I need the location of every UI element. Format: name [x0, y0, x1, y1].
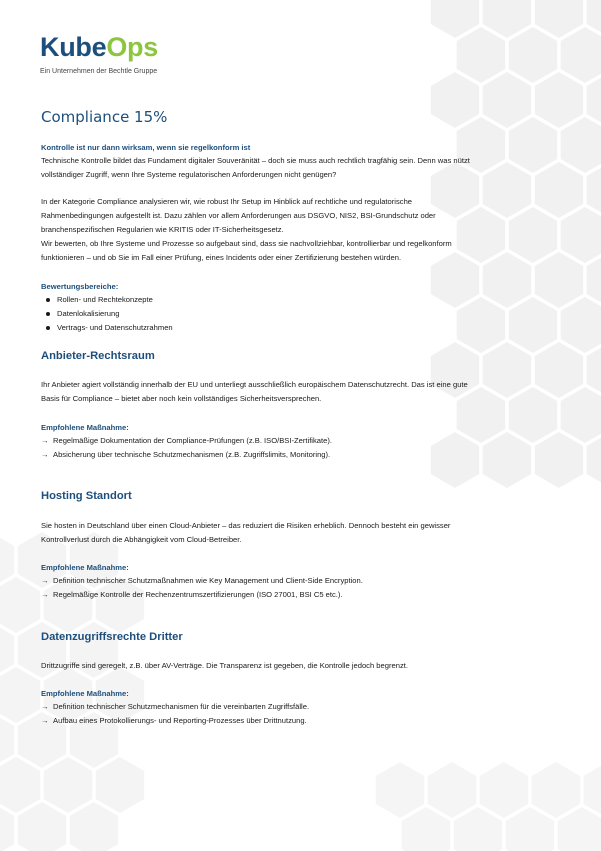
measures-label: Empfohlene Maßnahme:: [41, 689, 129, 698]
areas-list: [41, 293, 173, 335]
intro-paragraph-1: [41, 154, 571, 182]
section-heading-hosting-location: Hosting Standort: [41, 490, 132, 502]
kubeops-logo: [40, 32, 158, 75]
measure-text: Regelmäßige Dokumentation der Compliance-Prüfungen (z.B. ISO/BSI-Zertifikate).: [53, 436, 332, 445]
text-line: Rahmenbedingungen aufgestellt ist. Dazu zählen vor allem Anforderungen aus DSGVO, NIS2, BSI-Grundschutz oder: [41, 211, 436, 220]
list-item: Vertrags- und Datenschutzrahmen: [41, 321, 173, 335]
logo-wordmark: [40, 32, 158, 62]
measures-list: [41, 700, 571, 728]
list-item: [41, 588, 571, 602]
list-item: [41, 714, 571, 728]
measure-text: Regelmäßige Kontrolle der Rechenzentrumszertifizierungen (ISO 27001, BSI C5 etc.).: [53, 590, 343, 599]
measure-text: Absicherung über technische Schutzmechanismen (z.B. Zugriffslimits, Monitoring).: [53, 450, 331, 459]
text-line: Sie hosten in Deutschland über einen Cloud-Anbieter – das reduziert die Risiken erheblich. Dennoch besteht ein gewisser: [41, 521, 451, 530]
text-line: funktionieren – und ob Sie im Fall einer Prüfung, eines Incidents oder einer Zertifizierung bestehen würden.: [41, 253, 402, 262]
list-item: Datenlokalisierung: [41, 307, 173, 321]
list-item: Rollen- und Rechtekonzepte: [41, 293, 173, 307]
text-line: Basis für Compliance – bietet aber noch kein vollständiges Sicherheitsversprechen.: [41, 394, 322, 403]
section-body: [41, 378, 571, 406]
section-body: [41, 659, 571, 673]
list-item: [41, 574, 571, 588]
section-body: [41, 519, 571, 547]
arrow-right-icon: →: [41, 702, 49, 711]
section-heading-third-party-access: Datenzugriffsrechte Dritter: [41, 631, 183, 643]
arrow-right-icon: →: [41, 450, 49, 459]
text-line: Technische Kontrolle bildet das Fundament digitaler Souveränität – doch sie muss auch rechtlich tragfähig sein. Denn was nützt: [41, 156, 470, 165]
logo-part-ops: Ops: [106, 32, 158, 62]
logo-part-kube: Kube: [40, 32, 107, 62]
arrow-right-icon: →: [41, 590, 49, 599]
list-item: [41, 434, 571, 448]
list-item: [41, 700, 571, 714]
areas-label: Bewertungsbereiche:: [41, 282, 119, 291]
arrow-right-icon: →: [41, 716, 49, 725]
text-line: vollständiger Zugriff, wenn Ihre Systeme regulatorischen Anforderungen nicht genügen?: [41, 170, 337, 179]
arrow-right-icon: →: [41, 436, 49, 445]
text-line: In der Kategorie Compliance analysieren wir, wie robust Ihr Setup im Hinblick auf rechtliche und regulatorische: [41, 197, 413, 206]
arrow-right-icon: →: [41, 576, 49, 585]
measures-label: Empfohlene Maßnahme:: [41, 563, 129, 572]
list-item: [41, 448, 571, 462]
text-line: Wir bewerten, ob Ihre Systeme und Prozesse so aufgebaut sind, dass sie nachvollziehbar, kontrollierbar und regelkonform: [41, 239, 452, 248]
text-line: Drittzugriffe sind geregelt, z.B. über AV-Verträge. Die Transparenz ist gegeben, die Kontrolle jedoch begrenzt.: [41, 661, 408, 670]
text-line: Ihr Anbieter agiert vollständig innerhalb der EU und unterliegt ausschließlich europäischem Datenschutzrecht. Das ist eine gute: [41, 380, 468, 389]
measures-list: [41, 434, 571, 462]
measures-label: Empfohlene Maßnahme:: [41, 423, 129, 432]
text-line: branchenspezifischen Regularien wie KRITIS oder IT-Sicherheitsgesetz.: [41, 225, 284, 234]
measure-text: Definition technischer Schutzmechanismen für die vereinbarten Zugriffsfälle.: [53, 702, 310, 711]
measure-text: Definition technischer Schutzmaßnahmen wie Key Management und Client-Side Encryption.: [53, 576, 363, 585]
section-heading-provider-jurisdiction: Anbieter-Rechtsraum: [41, 350, 155, 362]
measure-text: Aufbau eines Protokollierungs- und Reporting-Prozesses über Drittnutzung.: [53, 716, 307, 725]
intro-heading: Kontrolle ist nur dann wirksam, wenn sie regelkonform ist: [41, 143, 251, 152]
measures-list: [41, 574, 571, 602]
page-title: Compliance 15%: [41, 108, 168, 126]
text-line: Kontrollverlust durch die Abhängigkeit vom Cloud-Betreiber.: [41, 535, 242, 544]
logo-tagline: Ein Unternehmen der Bechtle Gruppe: [40, 68, 158, 75]
intro-paragraph-2: [41, 195, 571, 265]
